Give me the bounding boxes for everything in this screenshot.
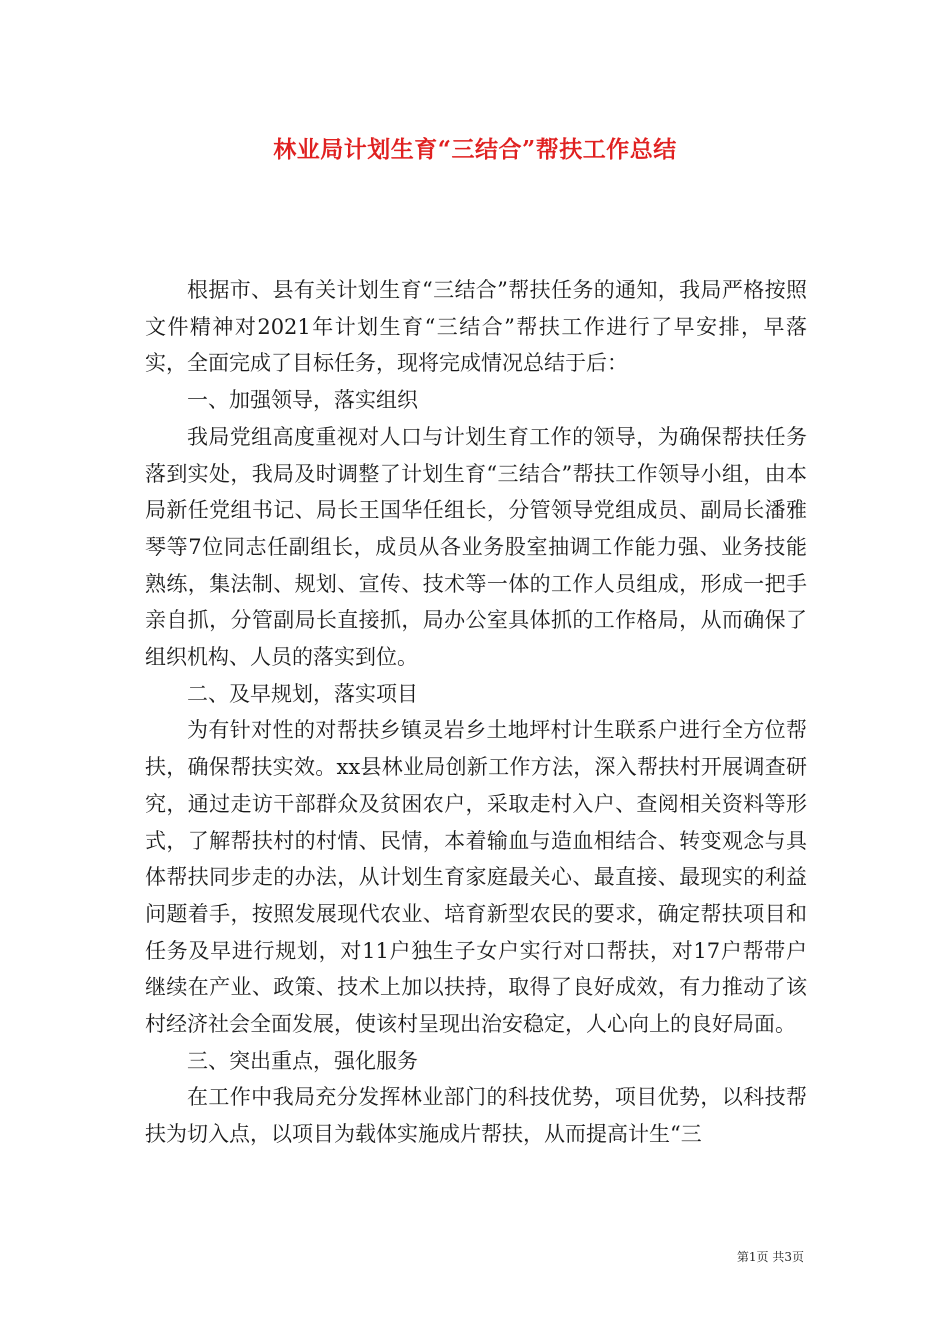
document-title: 林业局计划生育“三结合”帮扶工作总结 [273, 136, 677, 163]
paragraph-section-3: 在工作中我局充分发挥林业部门的科技优势，项目优势，以科技帮扶为切入点，以项目为载体实施成片帮扶，从而提高计生“三 [145, 1085, 807, 1147]
section-heading-1: 一、加强领导，落实组织 [187, 388, 418, 413]
section-heading-2: 二、及早规划，落实项目 [187, 681, 418, 706]
section-heading-3: 三、突出重点，强化服务 [187, 1048, 418, 1073]
document-body [145, 272, 807, 1153]
paragraph-section-1: 我局党组高度重视对人口与计划生育工作的领导，为确保帮扶任务落到实处，我局及时调整了计划生育“三结合”帮扶工作领导小组，由本局新任党组书记、局长王国华任组长，分管领导党组成员、副局长潘雅琴等7位同志任副组长，成员从各业务股室抽调工作能力强、业务技能熟练，集法制、规划、宣传、技术等一体的工作人员组成，形成一把手亲自抓，分管副局长直接抓，局办公室具体抓的工作格局，从而确保了组织机构、人员的落实到位。 [145, 424, 807, 670]
paragraph-intro: 根据市、县有关计划生育“三结合”帮扶任务的通知，我局严格按照文件精神对2021年计划生育“三结合”帮扶工作进行了早安排，早落实，全面完成了目标任务，现将完成情况总结于后： [145, 278, 807, 376]
page-number-footer: 第1页 共3页 [736, 1250, 804, 1264]
paragraph-section-2: 为有针对性的对帮扶乡镇灵岩乡土地坪村计生联系户进行全方位帮扶，确保帮扶实效。xx县林业局创新工作方法，深入帮扶村开展调查研究，通过走访干部群众及贫困农户，采取走村入户、查阅相关资料等形式，了解帮扶村的村情、民情，本着输血与造血相结合、转变观念与具体帮扶同步走的办法，从计划生育家庭最关心、最直接、最现实的利益问题着手，按照发展现代农业、培育新型农民的要求，确定帮扶项目和任务及早进行规划，对11户独生子女户实行对口帮扶，对17户帮带户继续在产业、政策、技术上加以扶持，取得了良好成效，有力推动了该村经济社会全面发展，使该村呈现出治安稳定，人心向上的良好局面。 [145, 718, 807, 1037]
